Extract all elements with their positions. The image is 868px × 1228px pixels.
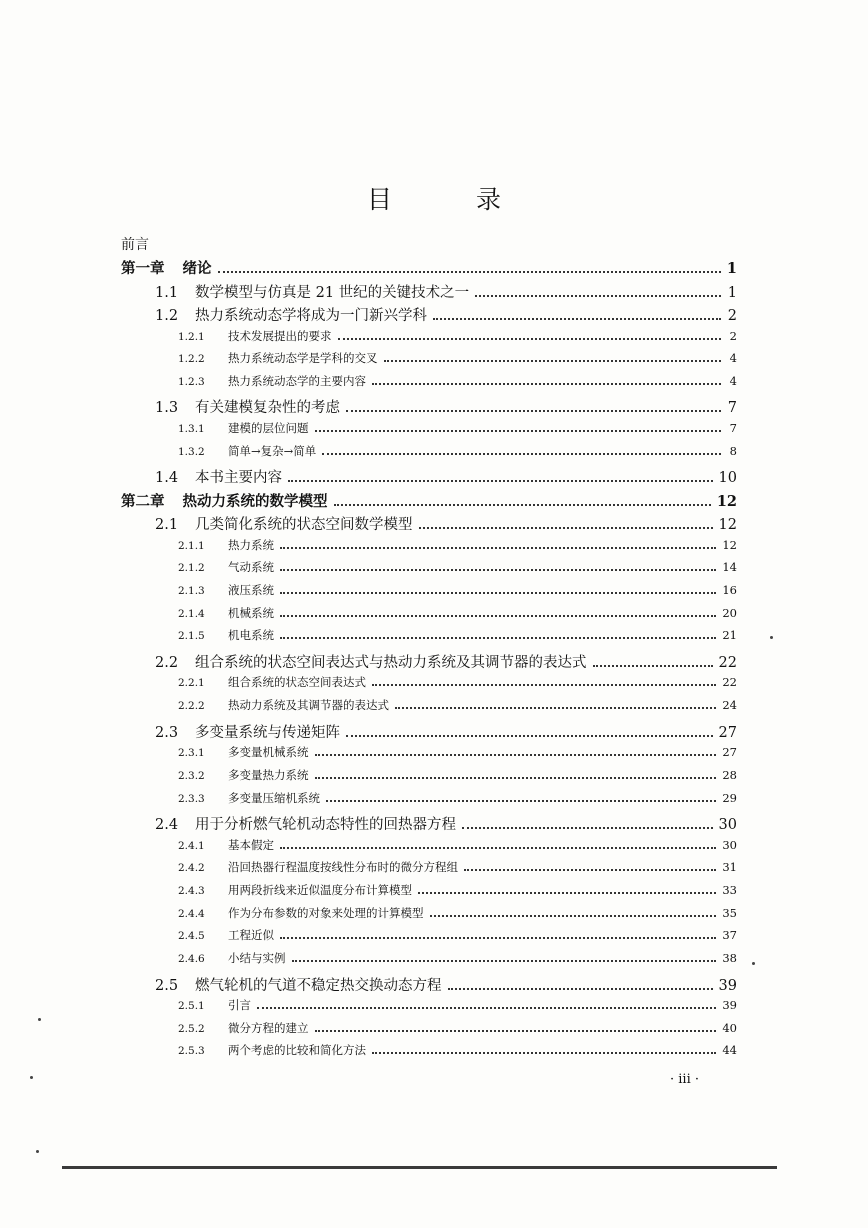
toc-entry-number: 1.2.1 — [178, 330, 205, 343]
scan-speck — [38, 1018, 41, 1021]
toc-entry-title: 小结与实例 — [228, 951, 286, 965]
toc-entry-number: 2.1.3 — [178, 585, 205, 597]
toc-chapter-entry[interactable] — [121, 257, 737, 278]
dot-leader — [280, 569, 716, 571]
dot-leader — [334, 504, 711, 506]
toc-entry-title: 多变量热力系统 — [228, 767, 309, 782]
scan-speck — [752, 962, 755, 965]
toc-entry-title: 简单→复杂→简单 — [228, 443, 317, 458]
toc-entry-page: 1 — [726, 260, 737, 277]
page-title: 目 录 — [367, 185, 539, 214]
dot-leader — [280, 615, 716, 617]
toc-entry-number: 1.1 — [155, 284, 179, 301]
toc-entry-page: 12 — [722, 537, 737, 552]
toc-entry-page: 40 — [722, 1020, 737, 1035]
dot-leader — [462, 827, 713, 829]
toc-entry-number: 2.3.1 — [178, 747, 205, 760]
dot-leader — [430, 915, 717, 917]
scan-speck — [770, 636, 773, 639]
toc-subsection-entry[interactable] — [178, 859, 737, 875]
toc-entry-page: 12 — [716, 492, 737, 510]
toc-entry-number: 2.2.1 — [178, 677, 205, 690]
dot-leader — [418, 892, 716, 894]
toc-subsection-entry[interactable] — [178, 767, 737, 783]
toc-entry-page: 8 — [729, 443, 737, 458]
toc-entry-title: 几类简化系统的状态空间数学模型 — [195, 517, 413, 534]
toc-entry-title: 热动力系统的数学模型 — [182, 492, 328, 510]
toc-entry-number: 2.2.2 — [178, 700, 205, 713]
page-number: · iii · — [670, 1072, 700, 1087]
toc-entry-page: 12 — [718, 517, 737, 534]
toc-entry-number: 第二章 — [121, 492, 165, 510]
toc-entry-page: 20 — [722, 605, 737, 620]
toc-entry-title: 技术发展提出的要求 — [228, 328, 332, 343]
scan-speck — [30, 1076, 33, 1079]
dot-leader — [257, 1007, 716, 1009]
toc-subsection-entry[interactable] — [178, 905, 737, 921]
toc-subsection-entry[interactable] — [178, 697, 737, 713]
toc-section-entry[interactable] — [155, 721, 737, 742]
toc-entry-title: 机械系统 — [228, 605, 274, 620]
toc-entry-title: 微分方程的建立 — [228, 1020, 309, 1035]
toc-entry-page: 22 — [718, 654, 737, 671]
dot-leader — [372, 383, 721, 385]
toc-entry-page: 4 — [729, 373, 737, 388]
dot-leader — [292, 960, 717, 962]
toc-entry-page: 4 — [729, 351, 737, 366]
toc-section-entry[interactable] — [155, 304, 737, 325]
toc-entry-title: 多变量机械系统 — [228, 745, 309, 760]
toc-subsection-entry[interactable] — [178, 373, 737, 389]
toc-section-entry[interactable] — [155, 281, 737, 302]
toc-entry-title: 气动系统 — [228, 560, 274, 575]
toc-section-entry[interactable] — [155, 651, 737, 672]
toc-entry-number: 1.3.1 — [178, 422, 205, 435]
toc-entry-title: 作为分布参数的对象来处理的计算模型 — [228, 905, 424, 920]
toc-subsection-entry[interactable] — [178, 674, 737, 690]
toc-entry-page: 21 — [722, 628, 737, 643]
dot-leader — [315, 754, 717, 756]
toc-entry-number: 1.3 — [155, 400, 179, 417]
toc-subsection-entry[interactable] — [178, 1020, 737, 1036]
dot-leader — [372, 1052, 716, 1054]
toc-entry-title: 绪论 — [182, 260, 212, 277]
toc-entry-title: 燃气轮机的气道不稳定热交换动态方程 — [195, 977, 442, 994]
dot-leader — [315, 777, 717, 779]
toc-subsection-entry[interactable] — [178, 837, 737, 853]
dot-leader — [346, 410, 721, 412]
toc-entry-title: 用两段折线来近似温度分布计算模型 — [228, 882, 412, 897]
toc-subsection-entry[interactable] — [178, 582, 737, 598]
bottom-rule — [62, 1166, 777, 1169]
dot-leader — [322, 453, 721, 455]
toc-entry-title: 两个考虑的比较和简化方法 — [228, 1043, 366, 1058]
dot-leader — [475, 295, 721, 297]
toc-entry-number: 1.2.2 — [178, 353, 205, 366]
toc-entry-page: 7 — [729, 420, 737, 435]
toc-entry-page: 44 — [722, 1043, 737, 1058]
toc-entry-page: 7 — [727, 400, 737, 417]
dot-leader — [218, 271, 721, 273]
toc-entry-title: 工程近似 — [228, 928, 274, 943]
toc-entry-number: 1.2 — [155, 308, 179, 324]
toc-entry-number: 2.4.3 — [178, 884, 205, 897]
toc-entry-number: 2.4.2 — [178, 862, 205, 875]
toc-entry-title: 沿回热器行程温度按线性分布时的微分方程组 — [228, 860, 458, 875]
toc-entry-number: 1.4 — [155, 470, 179, 487]
dot-leader — [326, 800, 716, 802]
toc-subsection-entry[interactable] — [178, 744, 737, 760]
toc-entry-title: 用于分析燃气轮机动态特性的回热器方程 — [195, 817, 456, 833]
scan-speck — [36, 1150, 39, 1153]
toc-entry-number: 2.4.4 — [178, 907, 205, 920]
toc-subsection-entry[interactable] — [178, 420, 737, 436]
toc-entry-number: 2.3 — [155, 724, 179, 741]
dot-leader — [338, 338, 722, 340]
toc-entry-page: 2 — [729, 328, 737, 343]
toc-subsection-entry[interactable] — [178, 605, 737, 621]
dot-leader — [346, 735, 713, 737]
toc-entry-number: 2.1.2 — [178, 562, 205, 575]
toc-entry-title: 本书主要内容 — [195, 470, 282, 487]
toc-subsection-entry[interactable] — [178, 537, 737, 553]
toc-entry-page: 24 — [722, 698, 737, 713]
dot-leader — [395, 707, 716, 709]
toc-subsection-entry[interactable] — [178, 1042, 737, 1058]
preface-entry[interactable]: 前言 — [121, 237, 149, 253]
toc-section-entry[interactable] — [155, 466, 737, 487]
dot-leader — [315, 430, 722, 432]
dot-leader — [419, 527, 713, 529]
toc-entry-number: 2.1.4 — [178, 607, 205, 620]
toc-chapter-entry[interactable] — [121, 490, 737, 511]
toc-entry-title: 热力系统动态学是学科的交叉 — [228, 351, 378, 366]
toc-entry-title: 数学模型与仿真是 21 世纪的关键技术之一 — [195, 284, 470, 301]
toc-entry-page: 33 — [722, 882, 737, 897]
toc-entry-page: 14 — [722, 560, 737, 575]
toc-entry-title: 组合系统的状态空间表达式 — [228, 675, 366, 690]
dot-leader — [433, 318, 721, 320]
toc-entry-number: 2.3.2 — [178, 769, 205, 782]
toc-entry-number: 1.2.3 — [178, 375, 205, 388]
toc-entry-number: 2.1 — [155, 517, 179, 534]
toc-entry-title: 组合系统的状态空间表达式与热动力系统及其调节器的表达式 — [195, 654, 587, 671]
toc-entry-number: 2.4 — [155, 817, 179, 833]
toc-entry-page: 2 — [727, 308, 737, 324]
toc-entry-number: 2.4.6 — [178, 953, 205, 965]
dot-leader — [280, 547, 716, 549]
toc-entry-page: 29 — [722, 790, 737, 805]
toc-entry-title: 热力系统动态学的主要内容 — [228, 373, 366, 388]
toc-entry-page: 38 — [722, 951, 737, 965]
toc-entry-number: 2.1.1 — [178, 539, 205, 552]
toc-section-entry[interactable] — [155, 396, 737, 417]
toc-entry-page: 27 — [718, 724, 737, 741]
toc-entry-title: 多变量系统与传递矩阵 — [195, 724, 340, 741]
toc-entry-number: 2.5.1 — [178, 1000, 205, 1012]
toc-section-entry[interactable] — [155, 513, 737, 534]
toc-subsection-entry[interactable] — [178, 627, 737, 643]
dot-leader — [280, 592, 716, 594]
toc-subsection-entry[interactable] — [178, 790, 737, 806]
dot-leader — [464, 869, 716, 871]
toc-entry-page: 28 — [722, 767, 737, 782]
dot-leader — [384, 360, 722, 362]
dot-leader — [288, 480, 713, 482]
toc-section-entry[interactable] — [155, 974, 737, 995]
dot-leader — [448, 988, 713, 990]
toc-entry-number: 第一章 — [121, 260, 165, 277]
dot-leader — [280, 637, 716, 639]
toc-entry-number: 2.1.5 — [178, 630, 205, 643]
toc-subsection-entry[interactable] — [178, 927, 737, 943]
toc-entry-page: 10 — [718, 470, 737, 487]
toc-entry-title: 有关建模复杂性的考虑 — [195, 400, 340, 417]
toc-section-entry[interactable] — [155, 813, 737, 834]
toc-entry-page: 16 — [722, 583, 737, 597]
toc-entry-number: 2.2 — [155, 654, 179, 671]
toc-entry-title: 液压系统 — [228, 583, 274, 597]
toc-entry-number: 2.3.3 — [178, 792, 205, 805]
toc-entry-number: 2.4.1 — [178, 839, 205, 852]
toc-entry-title: 机电系统 — [228, 628, 274, 643]
toc-entry-page: 22 — [722, 675, 737, 690]
toc-entry-title: 热力系统动态学将成为一门新兴学科 — [195, 308, 427, 324]
toc-entry-title: 建模的层位问题 — [228, 420, 309, 435]
toc-entry-page: 37 — [722, 928, 737, 943]
toc-entry-page: 27 — [722, 745, 737, 760]
dot-leader — [372, 684, 716, 686]
toc-subsection-entry[interactable] — [178, 950, 737, 966]
toc-entry-page: 31 — [722, 860, 737, 875]
toc-entry-title: 引言 — [228, 998, 251, 1012]
toc-entry-title: 热力系统 — [228, 537, 274, 552]
dot-leader — [315, 1030, 717, 1032]
toc-subsection-entry[interactable] — [178, 882, 737, 898]
toc-subsection-entry[interactable] — [178, 328, 737, 344]
toc-entry-title: 多变量压缩机系统 — [228, 790, 320, 805]
toc-entry-page: 1 — [727, 284, 737, 301]
toc-entry-number: 2.5 — [155, 977, 179, 994]
dot-leader — [280, 847, 716, 849]
toc-entry-title: 热动力系统及其调节器的表达式 — [228, 698, 389, 713]
toc-entry-number: 1.3.2 — [178, 445, 205, 458]
toc-subsection-entry[interactable] — [178, 443, 737, 459]
toc-entry-page: 30 — [722, 837, 737, 852]
toc-subsection-entry[interactable] — [178, 559, 737, 575]
toc-entry-page: 39 — [718, 977, 737, 994]
dot-leader — [280, 937, 716, 939]
toc-entry-number: 2.4.5 — [178, 930, 205, 943]
toc-entry-number: 2.5.2 — [178, 1022, 205, 1035]
toc-entry-page: 39 — [722, 998, 737, 1012]
dot-leader — [593, 665, 713, 667]
toc-subsection-entry[interactable] — [178, 997, 737, 1013]
toc-entry-page: 30 — [718, 817, 737, 833]
toc-entry-page: 35 — [722, 905, 737, 920]
toc-entry-title: 基本假定 — [228, 837, 274, 852]
toc-subsection-entry[interactable] — [178, 350, 737, 366]
toc-entry-number: 2.5.3 — [178, 1045, 205, 1058]
